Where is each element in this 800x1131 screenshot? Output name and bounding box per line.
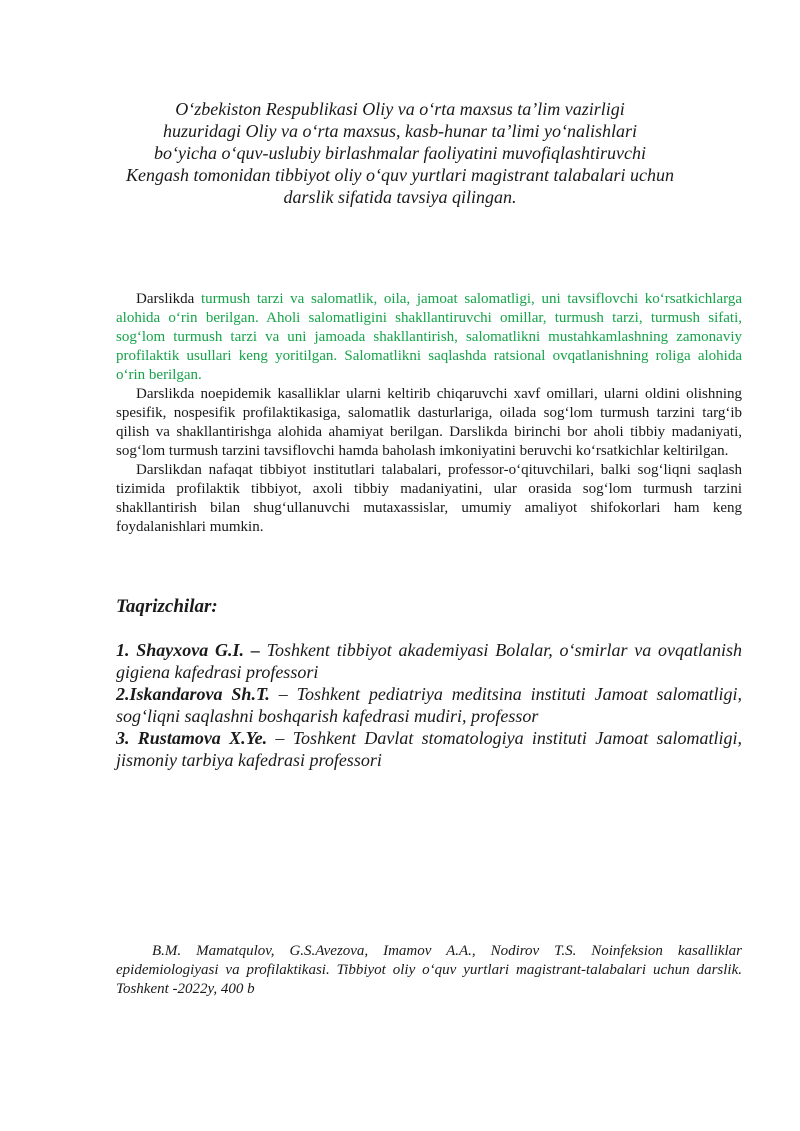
approval-line: bo‘yicha o‘quv-uslubiy birlashmalar faoliyatini muvofiqlashtiruvchi bbox=[154, 143, 646, 163]
reviewer-separator: – bbox=[269, 684, 297, 704]
reviewer-separator: – bbox=[267, 728, 293, 748]
reviewer-item bbox=[116, 727, 742, 771]
reviewer-item bbox=[116, 639, 742, 683]
reviewer-separator: – bbox=[244, 640, 267, 660]
approval-line: darslik sifatida tavsiya qilingan. bbox=[283, 187, 517, 207]
approval-line: O‘zbekiston Respublikasi Oliy va o‘rta maxsus ta’lim vazirligi bbox=[175, 99, 625, 119]
reviewer-affiliation: Toshkent tibbiyot akademiyasi Bolalar, o‘smirlar va ovqatlanish gigiena kafedrasi professori bbox=[116, 640, 743, 682]
bibliographic-citation: B.M. Mamatqulov, G.S.Avezova, Imamov A.A., Nodirov T.S. Noinfeksion kasalliklar epidemiologiyasi va profilaktikasi. Tibbiyot oliy o‘quv yurtlari magistrant-talabalari uchun darslik. Toshkent -2022y, 400 b bbox=[116, 943, 742, 997]
approval-line: huzuridagi Oliy va o‘rta maxsus, kasb-hunar ta’limi yo‘nalishlari bbox=[163, 121, 637, 141]
description-paragraph-1 bbox=[116, 290, 742, 385]
reviewer-affiliation: Toshkent pediatriya meditsina instituti Jamoat salomatligi, sog‘liqni saqlashni boshqarish kafedrasi mudiri, professor bbox=[116, 684, 742, 726]
reviewer-name: 3. Rustamova X.Ye. bbox=[116, 728, 268, 748]
approval-statement bbox=[118, 98, 682, 208]
description-lead: Darslikda bbox=[136, 291, 201, 307]
highlighted-text: turmush tarzi va salomatlik, oila, jamoat salomatligi, uni tavsiflovchi ko‘rsatkichlarga alohida o‘rin berilgan. Aholi salomatligini shakllantiruvchi omillar, turmush tarzi, turmush sifati, sog‘lom turmush tarzi va uni jamoada shakllantirish, salomatlikni mustahkamlashning zamonaviy profilaktik usullari keng yoritilgan. Salomatlikni saqlashda ratsional ovqatlanishning roliga alohida o‘rin berilgan. bbox=[116, 291, 742, 383]
reviewer-name: 1. Shayxova G.I. bbox=[116, 640, 245, 660]
description-paragraph-2: Darslikda noepidemik kasalliklar ularni keltirib chiqaruvchi xavf omillari, ularni oldini olishning spesifik, nospesifik profilaktikasiga, salomatlik dasturlariga, oilada sog‘lom turmush tarzini targ‘ib qilish va shakllantirishga alohida ahamiyat berilgan. Darslikda birinchi bor aholi tibbiy madaniyati, sog‘lom turmush tarzini tavsiflovchi hamda baholash imkoniyatini beruvchi ko‘rsatkichlar keltirilgan. bbox=[116, 386, 742, 459]
book-description bbox=[116, 290, 742, 537]
reviewer-affiliation: Toshkent Davlat stomatologiya instituti Jamoat salomatligi, jismoniy tarbiya kafedrasi professori bbox=[116, 728, 743, 770]
reviewers-list bbox=[116, 639, 742, 771]
reviewer-item bbox=[116, 683, 742, 727]
description-paragraph-3: Darslikdan nafaqat tibbiyot institutlari talabalari, professor-o‘qituvchilari, balki sog‘liqni saqlash tizimida profilaktik tibbiyot, axoli tibbiy madaniyatini, ular orasida sog‘lom turmush tarzini shakllantirish bilan shug‘ullanuvchi mutaxassislar, umumiy amaliyot shifokorlari ham keng foydalanishlari mumkin. bbox=[116, 462, 742, 535]
reviewers-heading: Taqrizchilar: bbox=[116, 596, 218, 617]
approval-line: Kengash tomonidan tibbiyot oliy o‘quv yurtlari magistrant talabalari uchun bbox=[126, 165, 674, 185]
reviewer-name: 2.Iskandarova Sh.T. bbox=[116, 684, 270, 704]
